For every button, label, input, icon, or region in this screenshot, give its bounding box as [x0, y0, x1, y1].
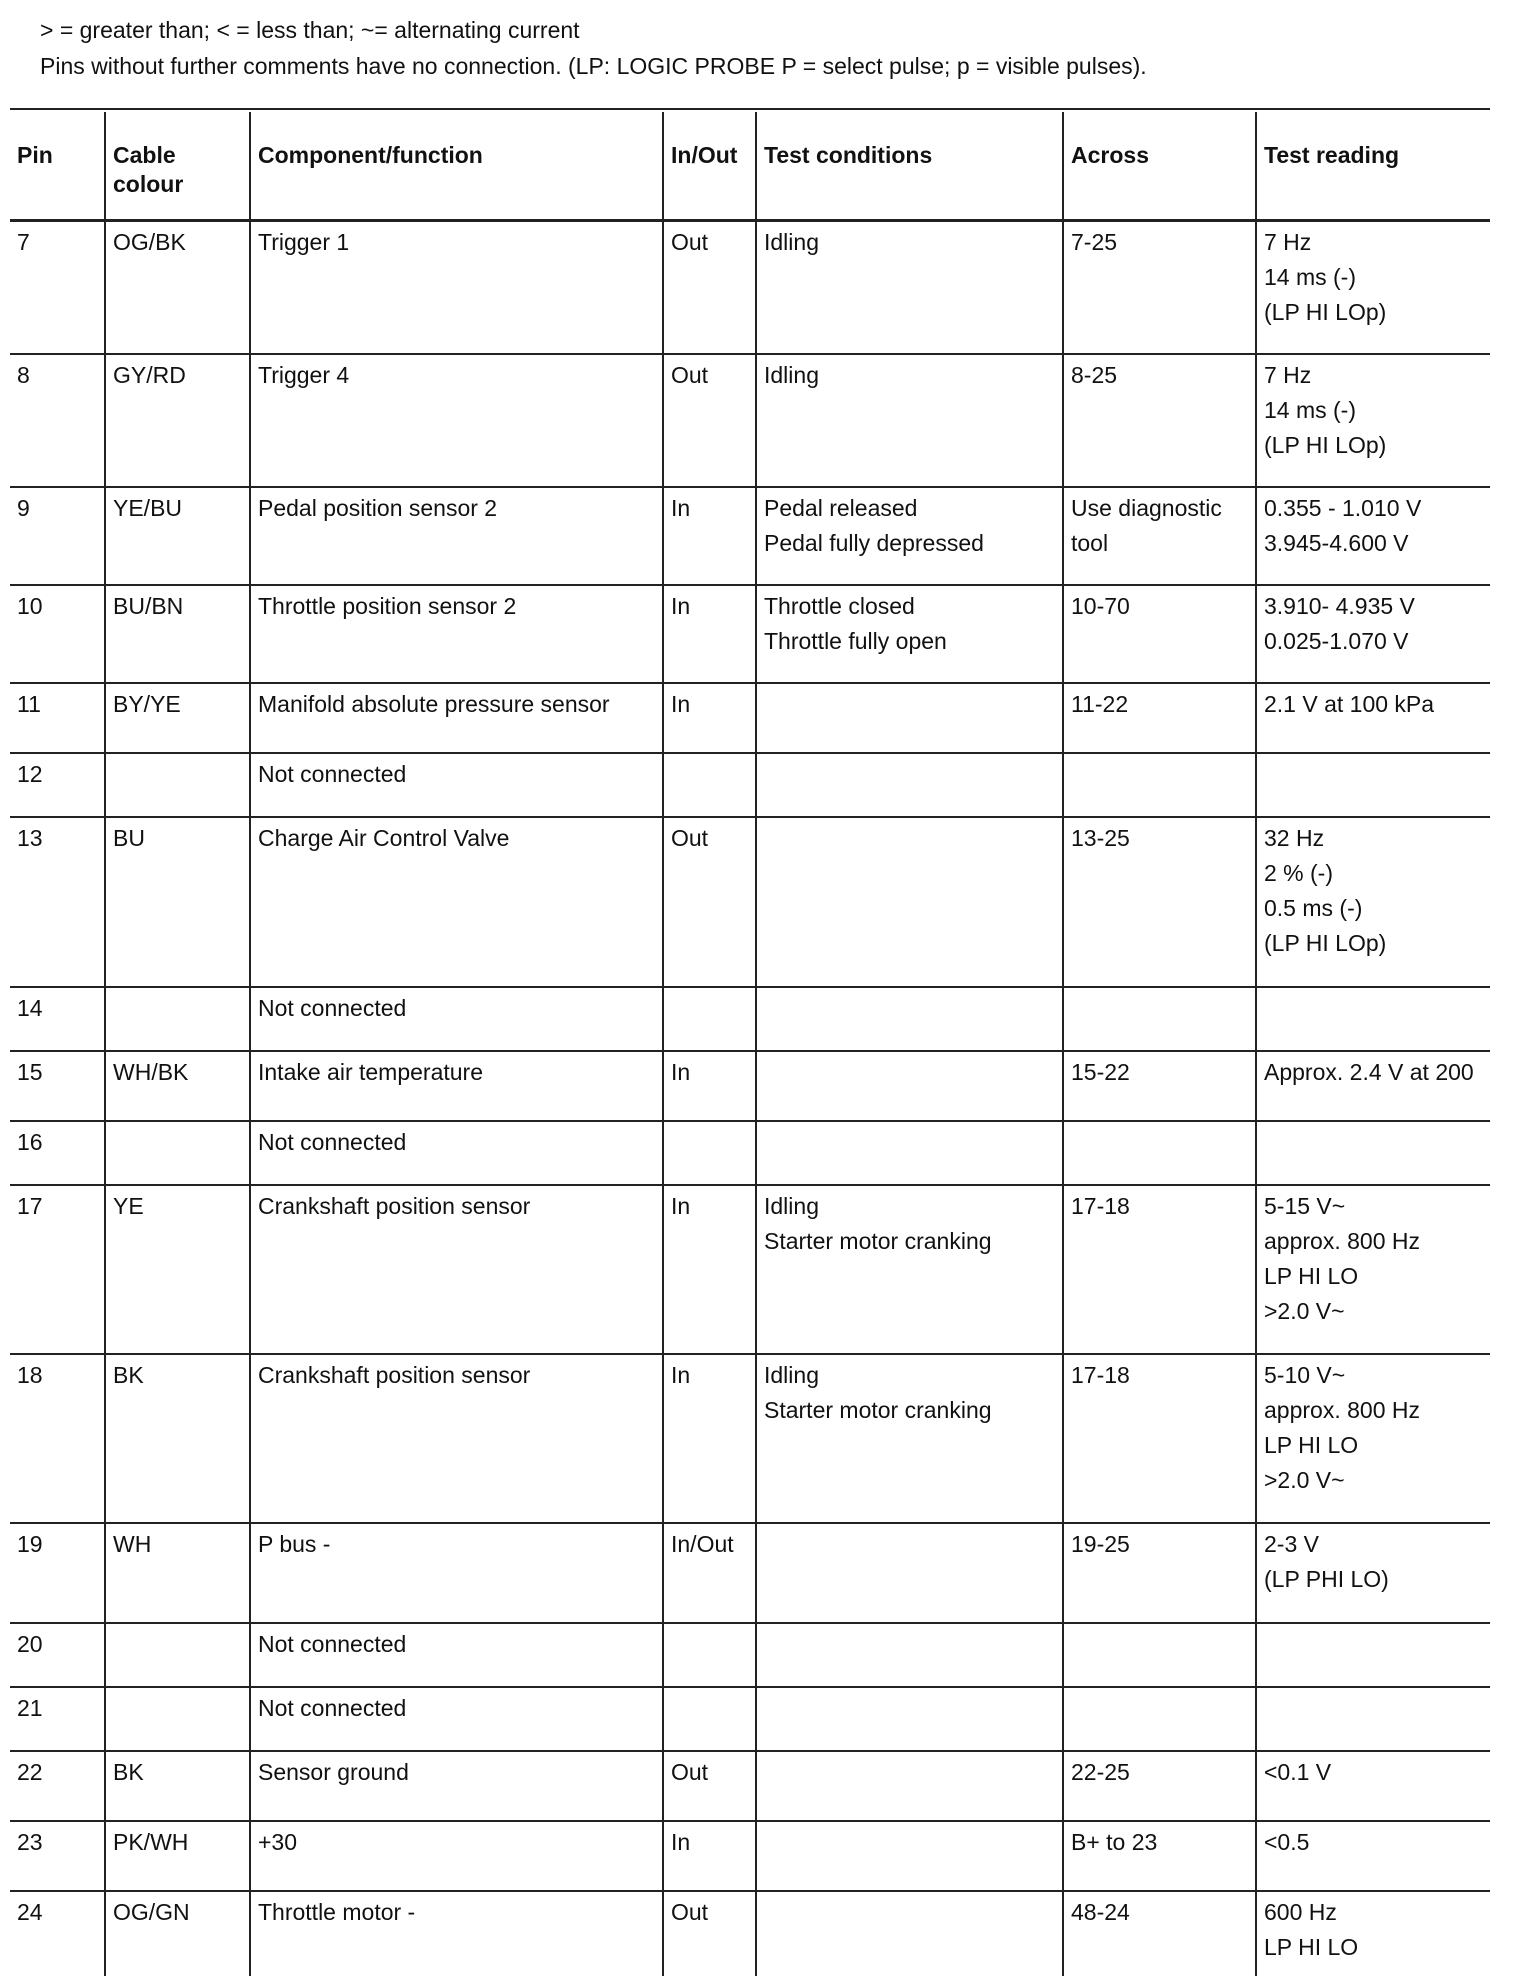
cell-test-conditions-line: Starter motor cranking: [764, 1397, 992, 1423]
cell-across: [1063, 585, 1256, 683]
cell-across: [1063, 753, 1256, 817]
cell-test-reading-line: >2.0 V~: [1264, 1467, 1345, 1493]
cell-in-out: In: [663, 1185, 756, 1354]
cell-component: Not connected: [250, 987, 663, 1051]
pin-table: [10, 112, 1490, 1976]
cell-cable-colour: WH/BK: [105, 1051, 250, 1121]
cell-in-out: Out: [663, 817, 756, 987]
cell-test-reading-line: (LP HI LOp): [1264, 432, 1387, 458]
cell-pin: 22: [10, 1751, 105, 1821]
cell-test-reading: [1256, 1051, 1490, 1121]
cell-pin: 15: [10, 1051, 105, 1121]
cell-pin: 17: [10, 1185, 105, 1354]
cell-across: [1063, 221, 1256, 355]
cell-test-reading-line: LP HI LO: [1264, 1934, 1359, 1960]
cell-pin: 10: [10, 585, 105, 683]
cell-test-reading-line: 5-10 V~: [1264, 1362, 1346, 1388]
cell-cable-colour: [105, 1687, 250, 1751]
cell-test-reading: [1256, 1623, 1490, 1687]
cell-test-reading-line: 2-3 V: [1264, 1531, 1319, 1557]
cell-component: Manifold absolute pressure sensor: [250, 683, 663, 753]
cell-across: [1063, 817, 1256, 987]
cell-test-reading: [1256, 1821, 1490, 1891]
table-row: [10, 817, 1490, 987]
cell-across: [1063, 354, 1256, 487]
table-row: [10, 1891, 1490, 1976]
table-row: [10, 221, 1490, 355]
cell-test-reading-line: 14 ms (-): [1264, 397, 1356, 423]
cell-component: Crankshaft position sensor: [250, 1185, 663, 1354]
cell-across: [1063, 1523, 1256, 1623]
cell-test-reading: [1256, 683, 1490, 753]
table-row: [10, 1821, 1490, 1891]
cell-component: Charge Air Control Valve: [250, 817, 663, 987]
cell-test-reading: [1256, 817, 1490, 987]
cell-pin: 18: [10, 1354, 105, 1523]
cell-in-out: Out: [663, 1891, 756, 1976]
cell-across: [1063, 1051, 1256, 1121]
cell-pin: 19: [10, 1523, 105, 1623]
cell-pin: 20: [10, 1623, 105, 1687]
cell-across-line: Use diagnostic: [1071, 495, 1222, 521]
cell-across-line: 17-18: [1071, 1193, 1130, 1219]
cell-test-reading: [1256, 1354, 1490, 1523]
cell-component: Trigger 4: [250, 354, 663, 487]
cell-across-line: 8-25: [1071, 362, 1118, 388]
cell-cable-colour: [105, 987, 250, 1051]
cell-test-conditions: [756, 1121, 1063, 1185]
cell-test-reading-line: 0.025-1.070 V: [1264, 628, 1409, 654]
cell-pin: 23: [10, 1821, 105, 1891]
cell-test-conditions: [756, 1687, 1063, 1751]
cell-cable-colour: GY/RD: [105, 354, 250, 487]
cell-test-reading-line: 2.1 V at 100 kPa: [1264, 691, 1435, 717]
cell-test-reading-line: (LP HI LOp): [1264, 930, 1387, 956]
cell-test-reading-line: LP HI LO: [1264, 1432, 1359, 1458]
cell-in-out: In: [663, 487, 756, 585]
table-row: [10, 1185, 1490, 1354]
cell-across: [1063, 1354, 1256, 1523]
cell-cable-colour: [105, 753, 250, 817]
cell-cable-colour: BK: [105, 1751, 250, 1821]
cell-component: Throttle motor -: [250, 1891, 663, 1976]
cell-test-reading-line: approx. 800 Hz: [1264, 1397, 1420, 1423]
cell-component: Not connected: [250, 1687, 663, 1751]
cell-cable-colour: OG/BK: [105, 221, 250, 355]
cell-test-conditions: [756, 987, 1063, 1051]
cell-in-out: In: [663, 683, 756, 753]
table-row: [10, 1623, 1490, 1687]
cell-component: P bus -: [250, 1523, 663, 1623]
cell-in-out: [663, 1623, 756, 1687]
table-row: [10, 1121, 1490, 1185]
cell-in-out: Out: [663, 221, 756, 355]
cell-test-conditions: [756, 585, 1063, 683]
cell-test-reading-line: 7 Hz: [1264, 229, 1312, 255]
cell-across: [1063, 1751, 1256, 1821]
cell-test-conditions-line: Pedal released: [764, 495, 918, 521]
table-row: [10, 1354, 1490, 1523]
cell-test-reading: [1256, 1751, 1490, 1821]
cell-test-reading-line: 600 Hz: [1264, 1899, 1337, 1925]
table-body: [10, 221, 1490, 1976]
cell-cable-colour: PK/WH: [105, 1821, 250, 1891]
cell-test-conditions: [756, 753, 1063, 817]
cell-test-conditions: [756, 1751, 1063, 1821]
table-row: [10, 753, 1490, 817]
cell-test-reading-line: (LP HI LOp): [1264, 299, 1387, 325]
cell-across-line: 17-18: [1071, 1362, 1130, 1388]
cell-test-reading: [1256, 1185, 1490, 1354]
cell-in-out: [663, 1687, 756, 1751]
table-row: [10, 987, 1490, 1051]
table-row: [10, 487, 1490, 585]
cell-in-out: In: [663, 1354, 756, 1523]
header-cable-line2: colour: [113, 171, 184, 197]
cell-test-conditions-line: Throttle fully open: [764, 628, 947, 654]
cell-in-out: [663, 1121, 756, 1185]
header-test-reading: Test reading: [1256, 112, 1490, 221]
cell-in-out: In/Out: [663, 1523, 756, 1623]
cell-test-reading-line: approx. 800 Hz: [1264, 1228, 1420, 1254]
table-row: [10, 683, 1490, 753]
cell-test-conditions: [756, 354, 1063, 487]
cell-test-reading-line: (LP PHI LO): [1264, 1566, 1389, 1592]
cell-component: Not connected: [250, 1623, 663, 1687]
cell-test-reading: [1256, 987, 1490, 1051]
cell-across-line: 11-22: [1071, 691, 1129, 717]
cell-test-conditions-line: Throttle closed: [764, 593, 915, 619]
cell-across-line: 48-24: [1071, 1899, 1130, 1925]
cell-across: [1063, 1121, 1256, 1185]
cell-test-conditions: [756, 1623, 1063, 1687]
cell-test-conditions: [756, 1891, 1063, 1976]
cell-cable-colour: [105, 1121, 250, 1185]
cell-component: Sensor ground: [250, 1751, 663, 1821]
header-cable-colour: [105, 112, 250, 221]
cell-pin: 8: [10, 354, 105, 487]
legend-line-symbols: > = greater than; < = less than; ~= alternating current: [40, 17, 580, 43]
table-row: [10, 1051, 1490, 1121]
cell-pin: 12: [10, 753, 105, 817]
cell-across-line: 22-25: [1071, 1759, 1130, 1785]
cell-component: Throttle position sensor 2: [250, 585, 663, 683]
cell-component: Intake air temperature: [250, 1051, 663, 1121]
cell-pin: 11: [10, 683, 105, 753]
cell-test-reading: [1256, 487, 1490, 585]
cell-cable-colour: WH: [105, 1523, 250, 1623]
cell-across: [1063, 1891, 1256, 1976]
cell-across-line: 13-25: [1071, 825, 1130, 851]
cell-test-conditions: [756, 817, 1063, 987]
cell-pin: 16: [10, 1121, 105, 1185]
header-cable-line1: Cable: [113, 142, 176, 168]
cell-test-conditions: [756, 1523, 1063, 1623]
cell-test-conditions-line: Idling: [764, 362, 819, 388]
cell-cable-colour: BU/BN: [105, 585, 250, 683]
cell-test-conditions-line: Idling: [764, 1362, 819, 1388]
header-pin: Pin: [10, 112, 105, 221]
cell-in-out: In: [663, 1821, 756, 1891]
cell-pin: 7: [10, 221, 105, 355]
cell-component: Crankshaft position sensor: [250, 1354, 663, 1523]
cell-test-reading-line: 0.5 ms (-): [1264, 895, 1363, 921]
cell-test-reading-line: 14 ms (-): [1264, 264, 1356, 290]
cell-test-conditions: [756, 487, 1063, 585]
header-component: Component/function: [250, 112, 663, 221]
cell-cable-colour: YE: [105, 1185, 250, 1354]
table-row: [10, 354, 1490, 487]
cell-test-reading-line: <0.5: [1264, 1829, 1310, 1855]
cell-cable-colour: BU: [105, 817, 250, 987]
cell-cable-colour: BK: [105, 1354, 250, 1523]
cell-across: [1063, 487, 1256, 585]
cell-test-conditions: [756, 683, 1063, 753]
cell-pin: 21: [10, 1687, 105, 1751]
cell-across-line: 10-70: [1071, 593, 1130, 619]
cell-test-reading-line: >2.0 V~: [1264, 1298, 1345, 1324]
cell-test-conditions: [756, 1354, 1063, 1523]
legend-line-logic-probe: Pins without further comments have no connection. (LP: LOGIC PROBE P = select pulse; p = visible pulses).: [40, 53, 1147, 79]
cell-test-reading-line: 5-15 V~: [1264, 1193, 1346, 1219]
cell-cable-colour: OG/GN: [105, 1891, 250, 1976]
cell-test-conditions: [756, 1051, 1063, 1121]
cell-test-reading-line: 3.910- 4.935 V: [1264, 593, 1415, 619]
cell-across: [1063, 1185, 1256, 1354]
cell-test-reading-line: 2 % (-): [1264, 860, 1333, 886]
cell-test-reading-line: 3.945-4.600 V: [1264, 530, 1409, 556]
cell-test-reading-line: LP HI LO: [1264, 1263, 1359, 1289]
cell-test-reading: [1256, 1687, 1490, 1751]
cell-test-reading: [1256, 1121, 1490, 1185]
pin-table-container: [10, 108, 1490, 1976]
cell-across-line: 7-25: [1071, 229, 1118, 255]
header-in-out: In/Out: [663, 112, 756, 221]
cell-cable-colour: [105, 1623, 250, 1687]
cell-in-out: Out: [663, 354, 756, 487]
cell-across: [1063, 1687, 1256, 1751]
cell-across: [1063, 683, 1256, 753]
header-test-conditions: Test conditions: [756, 112, 1063, 221]
cell-pin: 14: [10, 987, 105, 1051]
cell-test-conditions: [756, 1821, 1063, 1891]
cell-across-line: 15-22: [1071, 1059, 1130, 1085]
cell-in-out: Out: [663, 1751, 756, 1821]
cell-component: Pedal position sensor 2: [250, 487, 663, 585]
cell-test-reading: [1256, 221, 1490, 355]
cell-cable-colour: YE/BU: [105, 487, 250, 585]
cell-across-line: 19-25: [1071, 1531, 1130, 1557]
table-header-row: [10, 112, 1490, 221]
cell-test-conditions-line: Pedal fully depressed: [764, 530, 984, 556]
cell-in-out: In: [663, 585, 756, 683]
cell-component: Trigger 1: [250, 221, 663, 355]
cell-in-out: In: [663, 1051, 756, 1121]
header-across: Across: [1063, 112, 1256, 221]
cell-component: Not connected: [250, 1121, 663, 1185]
cell-test-reading-line: Approx. 2.4 V at 200: [1264, 1059, 1474, 1085]
cell-test-reading-line: 32 Hz: [1264, 825, 1325, 851]
cell-test-reading: [1256, 1891, 1490, 1976]
cell-test-conditions-line: Starter motor cranking: [764, 1228, 992, 1254]
cell-test-reading: [1256, 585, 1490, 683]
cell-test-reading-line: 7 Hz: [1264, 362, 1312, 388]
cell-pin: 24: [10, 1891, 105, 1976]
table-row: [10, 1751, 1490, 1821]
cell-cable-colour: BY/YE: [105, 683, 250, 753]
cell-test-reading: [1256, 753, 1490, 817]
cell-test-conditions-line: Idling: [764, 1193, 819, 1219]
cell-across: [1063, 987, 1256, 1051]
cell-across: [1063, 1623, 1256, 1687]
legend: [40, 12, 1147, 84]
cell-test-reading-line: 0.355 - 1.010 V: [1264, 495, 1422, 521]
cell-test-conditions: [756, 1185, 1063, 1354]
table-row: [10, 1687, 1490, 1751]
cell-across-line: B+ to 23: [1071, 1829, 1158, 1855]
cell-across-line: tool: [1071, 530, 1109, 556]
table-row: [10, 585, 1490, 683]
cell-test-reading: [1256, 1523, 1490, 1623]
cell-test-conditions: [756, 221, 1063, 355]
cell-component: Not connected: [250, 753, 663, 817]
table-row: [10, 1523, 1490, 1623]
cell-in-out: [663, 753, 756, 817]
cell-in-out: [663, 987, 756, 1051]
cell-pin: 9: [10, 487, 105, 585]
cell-pin: 13: [10, 817, 105, 987]
cell-component: +30: [250, 1821, 663, 1891]
cell-test-conditions-line: Idling: [764, 229, 819, 255]
cell-test-reading-line: <0.1 V: [1264, 1759, 1332, 1785]
cell-across: [1063, 1821, 1256, 1891]
cell-test-reading: [1256, 354, 1490, 487]
